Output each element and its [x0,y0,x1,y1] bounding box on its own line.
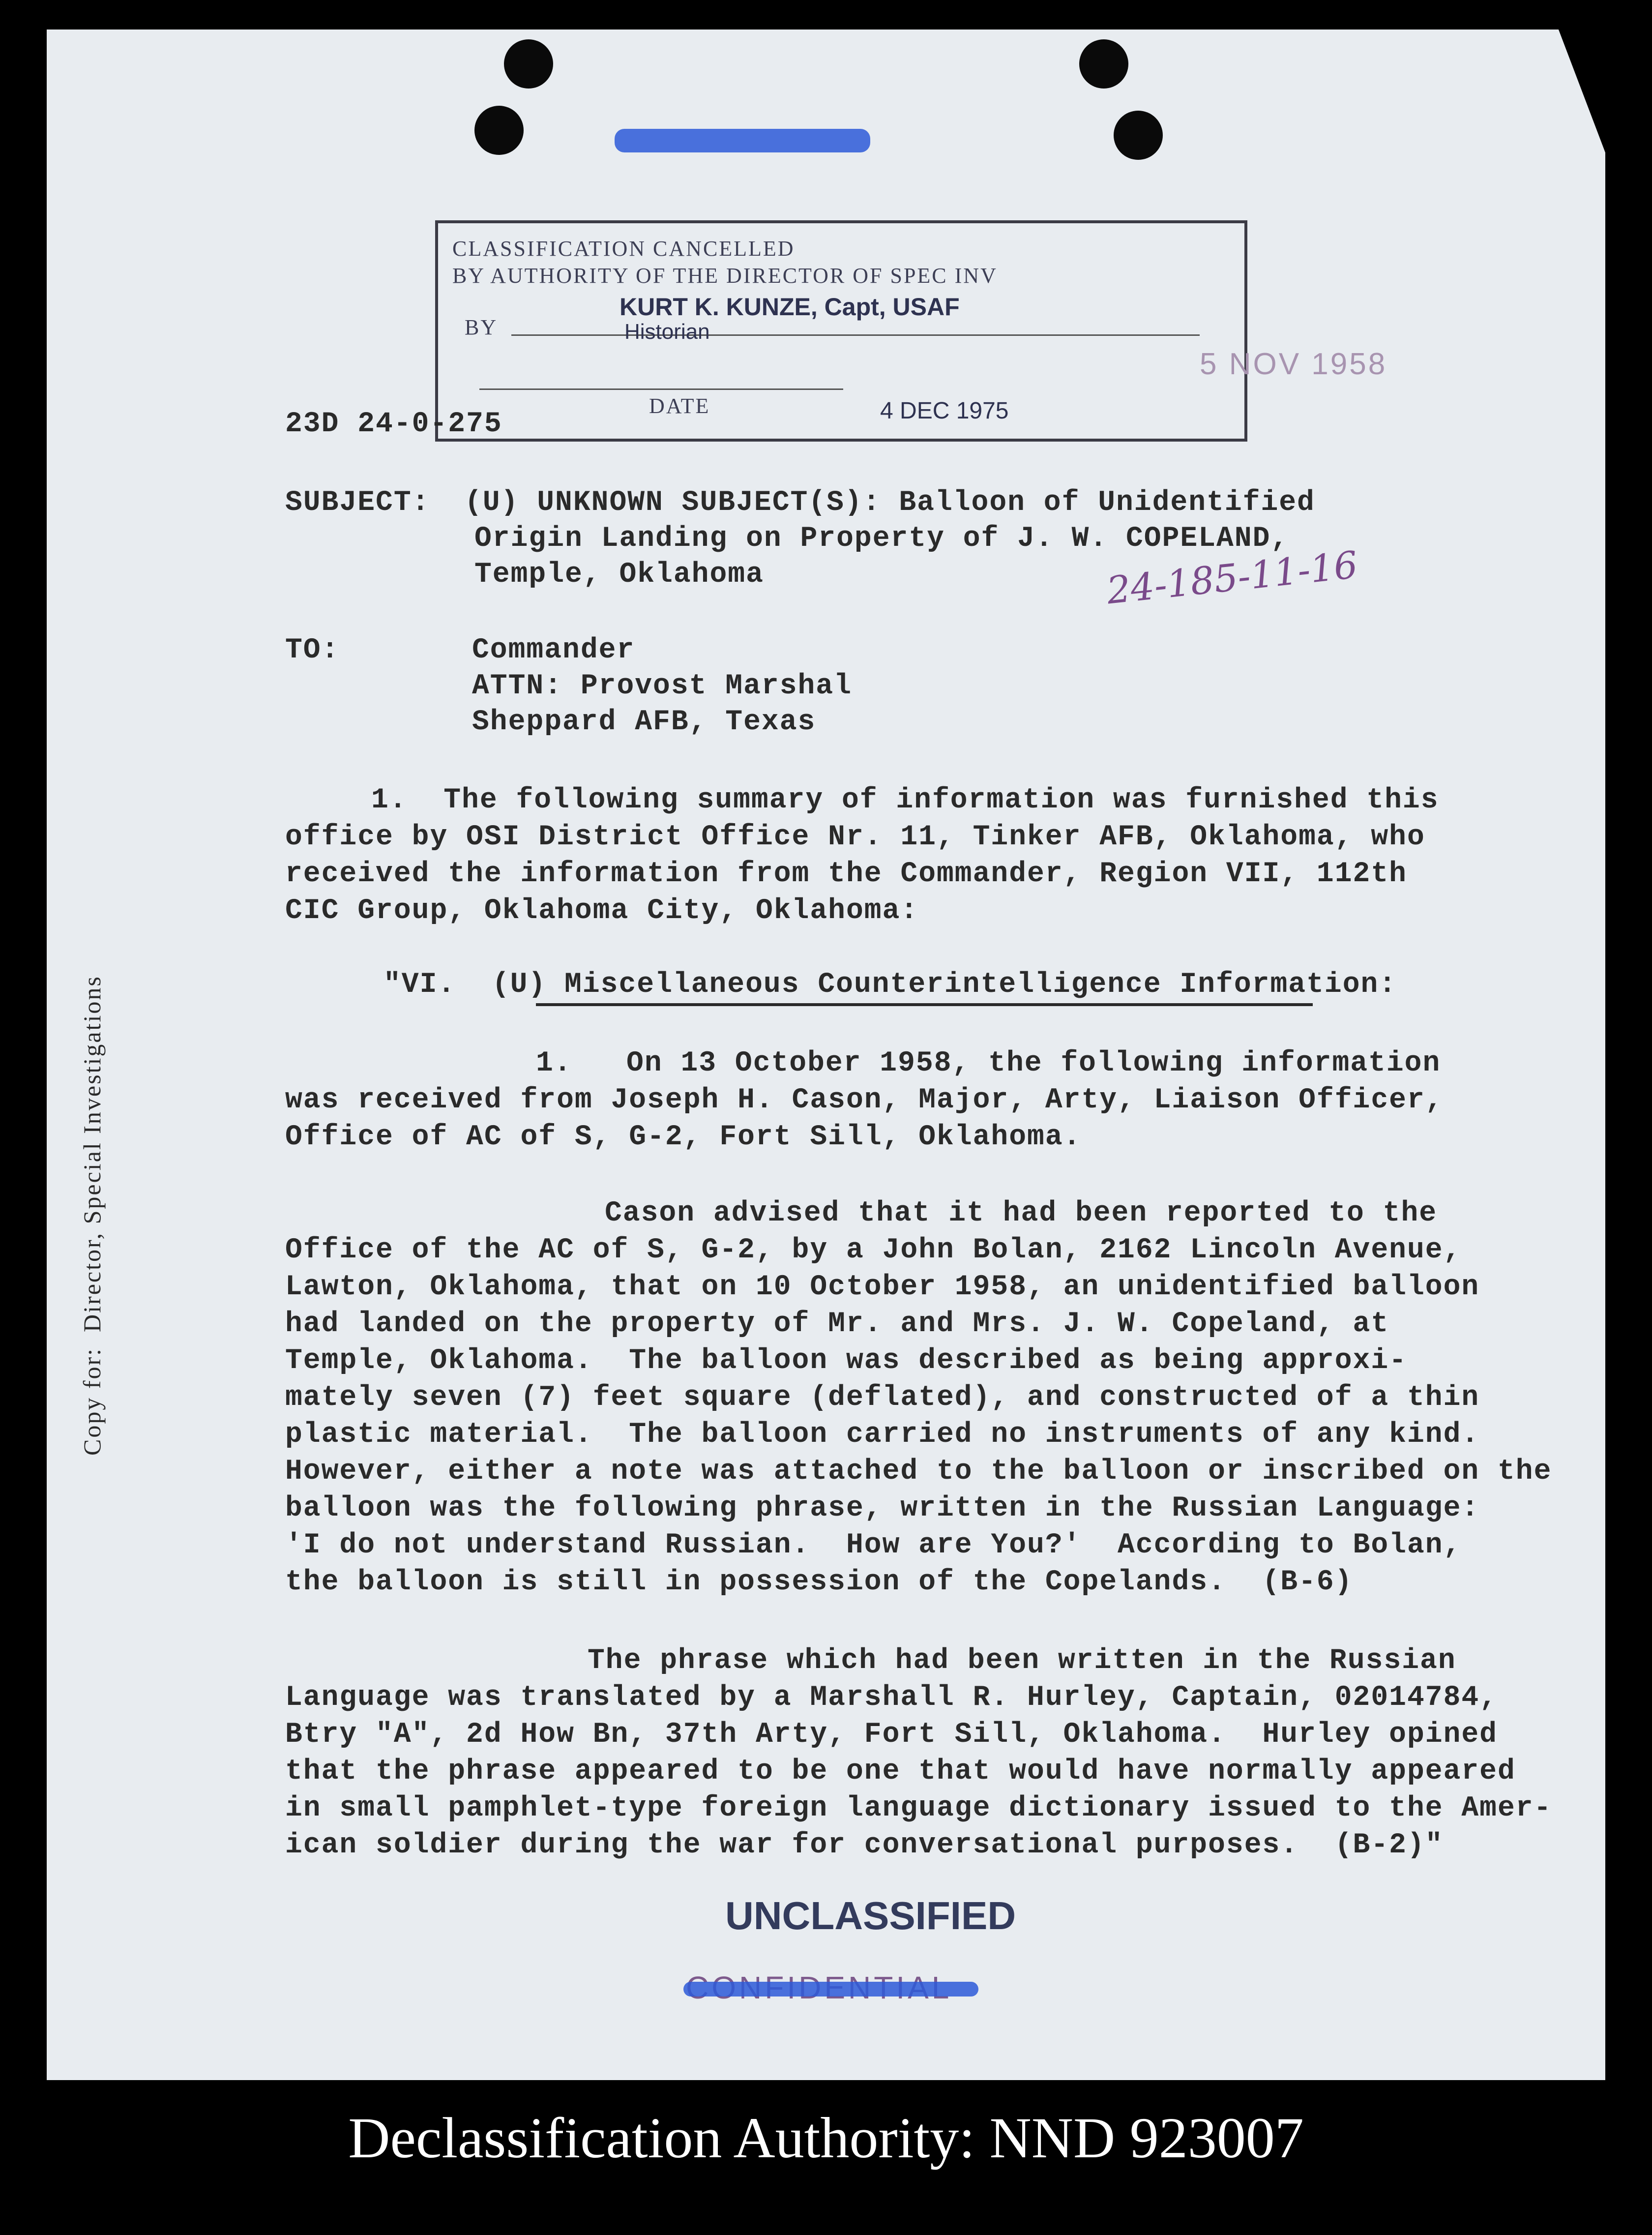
stamp-date-label: DATE [649,394,710,418]
stamp-title: Historian [624,320,710,344]
paragraph-line: Office of AC of S, G-2, Fort Sill, Oklahoma. [285,1121,1082,1153]
to-line: ATTN: Provost Marshal [472,670,852,702]
paragraph-line: had landed on the property of Mr. and Mrs. J. W. Copeland, at [285,1308,1389,1340]
stamp-date-line [479,388,843,390]
routing-note: Copy for: Director, Special Investigations [78,975,106,1456]
to-line: Sheppard AFB, Texas [472,706,816,738]
paragraph-line: 1. On 13 October 1958, the following information [536,1047,1441,1079]
stamp-line1: CLASSIFICATION CANCELLED [452,237,795,261]
paragraph-line: Language was translated by a Marshall R. Hurley, Captain, 02014784, [285,1682,1498,1714]
unclassified-stamp: UNCLASSIFIED [725,1894,1016,1937]
paragraph-line: Office of the AC of S, G-2, by a John Bolan, 2162 Lincoln Avenue, [285,1234,1462,1266]
handwritten-file-number: 24-185-11-16 [1104,542,1360,613]
punch-hole [1114,111,1163,160]
paragraph-line: CIC Group, Oklahoma City, Oklahoma: [285,895,919,927]
section-heading: "VI. (U) Miscellaneous Counterintelligence Information: [384,969,1397,1001]
stamp-date: 4 DEC 1975 [880,398,1009,424]
paragraph-line: the balloon is still in possession of the Copelands. (B-6) [285,1566,1353,1598]
subject-label: SUBJECT: [285,487,430,519]
paragraph-line: was received from Joseph H. Cason, Major, Arty, Liaison Officer, [285,1084,1444,1116]
stamp-name: KURT K. KUNZE, Capt, USAF [620,293,960,321]
paragraph-line: Temple, Oklahoma. The balloon was described as being approxi- [285,1345,1407,1377]
paragraph-line: office by OSI District Office Nr. 11, Tinker AFB, Oklahoma, who [285,821,1425,853]
file-number: 23D 24-0-275 [285,408,502,440]
confidential-strike-top [615,129,870,152]
paragraph-line: Btry "A", 2d How Bn, 37th Arty, Fort Sill, Oklahoma. Hurley opined [285,1719,1498,1751]
paragraph-line: balloon was the following phrase, written in the Russian Language: [285,1492,1480,1524]
declassification-footer: Declassification Authority: NND 923007 [348,2106,1304,2170]
paragraph-line: Cason advised that it had been reported to the [605,1197,1438,1229]
paragraph-line: ican soldier during the war for conversational purposes. (B-2)" [285,1829,1444,1861]
heading-underline [536,1003,1313,1006]
to-label: TO: [285,634,340,666]
subject-line: (U) UNKNOWN SUBJECT(S): Balloon of Unidentified [465,487,1315,519]
stamp-signature-line [511,334,1200,336]
subject-line: Origin Landing on Property of J. W. COPELAND, [474,523,1289,555]
paragraph-line: 'I do not understand Russian. How are You?' According to Bolan, [285,1529,1462,1561]
paragraph-line: in small pamphlet-type foreign language dictionary issued to the Amer- [285,1792,1552,1824]
subject-line: Temple, Oklahoma [474,559,764,591]
stamp-line2: BY AUTHORITY OF THE DIRECTOR OF SPEC INV [452,264,998,288]
confidential-strike-bottom [683,1982,978,1997]
paragraph-line: plastic material. The balloon carried no instruments of any kind. [285,1419,1480,1451]
paragraph-line: mately seven (7) feet square (deflated), and constructed of a thin [285,1382,1480,1414]
paragraph-line: received the information from the Commander, Region VII, 112th [285,858,1407,890]
paragraph-line: However, either a note was attached to the balloon or inscribed on the [285,1456,1552,1488]
paragraph-line: that the phrase appeared to be one that would have normally appeared [285,1756,1516,1788]
paragraph-line: 1. The following summary of information was furnished this [371,784,1439,816]
date-received-stamp: 5 NOV 1958 [1200,347,1387,381]
punch-hole [474,106,524,155]
paragraph-line: The phrase which had been written in the Russian [588,1645,1456,1677]
to-line: Commander [472,634,635,666]
punch-hole [1079,39,1128,89]
punch-hole [504,39,553,89]
stamp-by-label: BY [465,315,498,339]
paragraph-line: Lawton, Oklahoma, that on 10 October 1958, an unidentified balloon [285,1271,1480,1303]
